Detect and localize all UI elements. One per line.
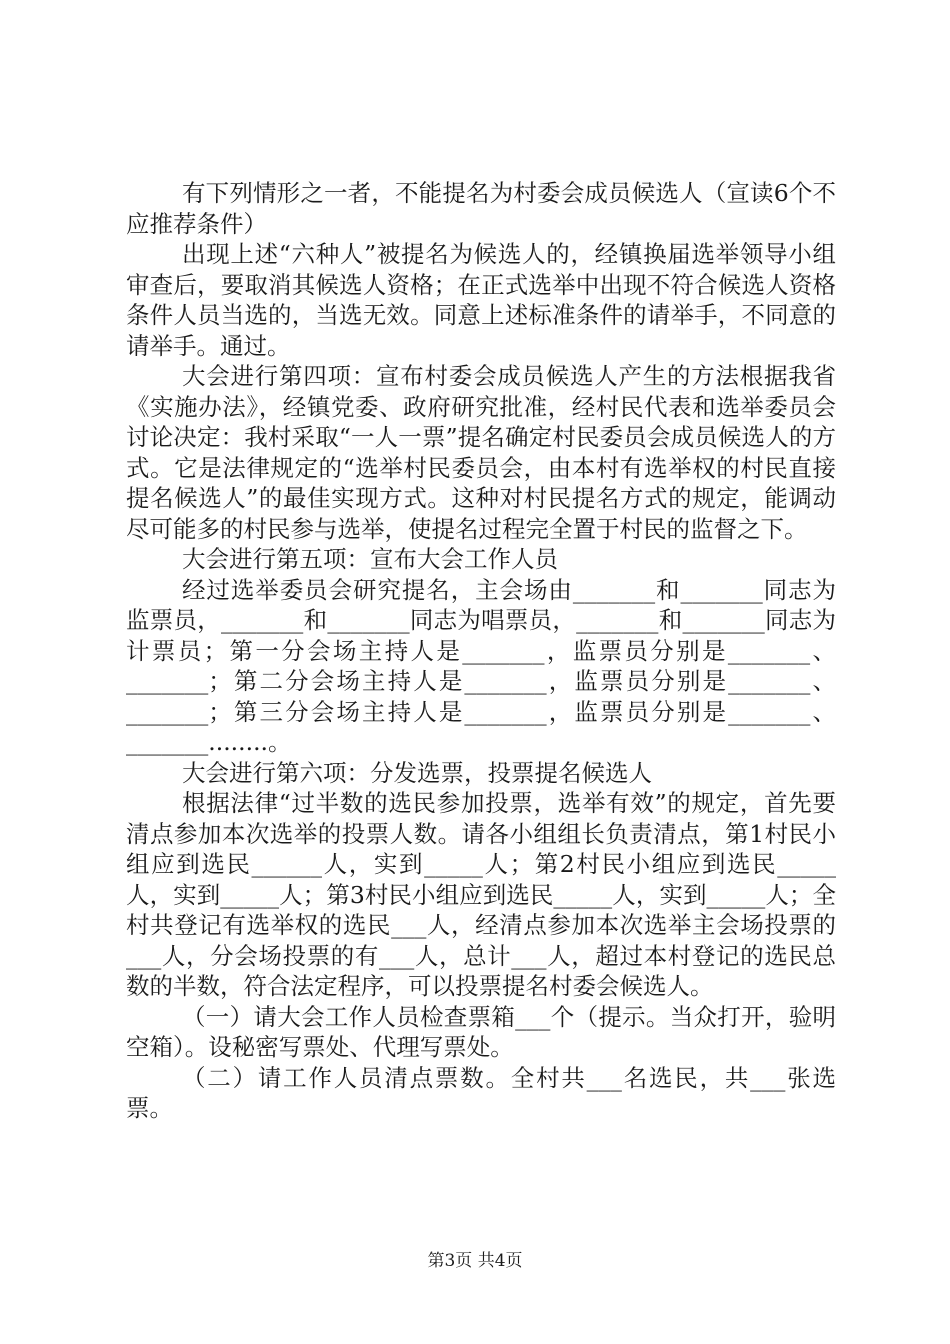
paragraph-six-types: 出现上述“六种人”被提名为候选人的，经镇换届选举领导小组审查后，要取消其候选人资格；在正式选举中出现不符合候选人资格条件人员当选的，当选无效。同意上述标准条件的请举手，不同意的请举手。通过。 [126,240,836,360]
paragraph-voter-count: 根据法律“过半数的选民参加投票，选举有效”的规定，首先要清点参加本次选举的投票人数。请各小组组长负责清点，第1村民小组应到选民______人，实到_____人；第2村民小组应到选民_____人，实到_____人；第3村民小组应到选民_____人，实到_____人；全村共登记有选举权的选民___人，经清点参加本次选举主会场投票的___人，分会场投票的有___人，总计___人，超过本村登记的选民总数的半数，符合法定程序，可以投票提名村委会候选人。 [126,789,836,1000]
paragraph-item-five-heading: 大会进行第五项：宣布大会工作人员 [182,545,558,573]
paragraph-ballot-box-check: （一）请大会工作人员检查票箱___个（提示。当众打开，验明空箱）。设秘密写票处、代理写票处。 [126,1002,836,1061]
paragraph-staff-nomination: 经过选举委员会研究提名，主会场由_______和_______同志为监票员，_______和_______同志为唱票员，_______和_______同志为计票员；第一分会场主持人是_______，监票员分别是_______、_______；第二分会场主持人是_______，监票员分别是_______、_______；第三分会场主持人是_______，监票员分别是_______、_______........。 [126,575,836,756]
document-body [126,178,836,1124]
page-footer: 第3页 共4页 [427,1251,523,1271]
paragraph-item-six-heading: 大会进行第六项：分发选票，投票提名候选人 [182,758,652,787]
paragraph-ballot-count: （二）请工作人员清点票数。全村共___名选民，共___张选票。 [126,1063,836,1122]
paragraph-disqualification-conditions: 有下列情形之一者，不能提名为村委会成员候选人（宣读6个不应推荐条件） [126,179,836,238]
paragraph-item-four: 大会进行第四项：宣布村委会成员候选人产生的方法根据我省《实施办法》，经镇党委、政府研究批准，经村民代表和选举委员会讨论决定：我村采取“一人一票”提名确定村民委员会成员候选人的方式。它是法律规定的“选举村民委员会，由本村有选举权的村民直接提名候选人”的最佳实现方式。这种对村民提名方式的规定，能调动尽可能多的村民参与选举，使提名过程完全置于村民的监督之下。 [126,362,836,543]
